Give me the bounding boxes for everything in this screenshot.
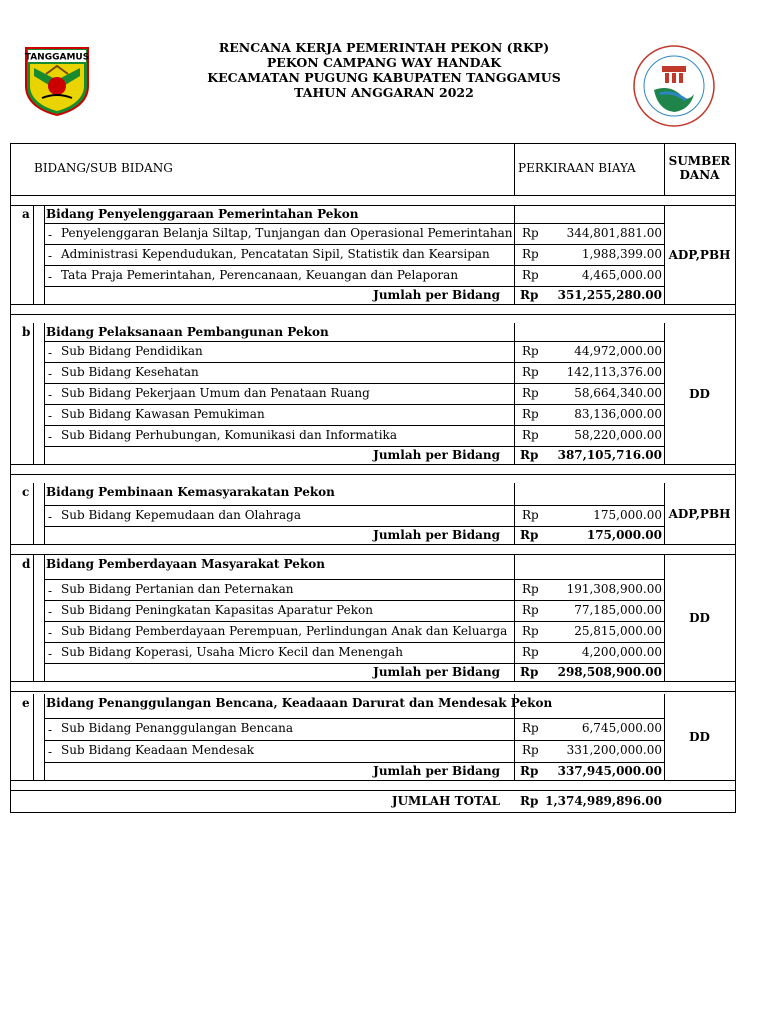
item-dash: - — [48, 723, 53, 737]
name-divider — [44, 205, 45, 304]
item-dash: - — [48, 510, 53, 524]
header-bidang: BIDANG/SUB BIDANG — [34, 161, 173, 175]
letter-divider — [33, 694, 34, 780]
item-currency: Rp — [522, 226, 539, 240]
row-rule — [44, 425, 664, 426]
header-sumber-2: DANA — [679, 168, 720, 182]
total-currency: Rp — [520, 794, 539, 808]
logo-left-text: TANGGAMUS — [24, 52, 90, 63]
section-title: Bidang Pemberdayaan Masyarakat Pekon — [46, 557, 325, 571]
item-name: Sub Bidang Perhubungan, Komunikasi dan Informatika — [61, 428, 397, 442]
row-rule — [44, 362, 664, 363]
letter-divider — [33, 555, 34, 681]
section-bottom — [10, 681, 735, 682]
source-fund: ADP,PBH — [668, 247, 731, 262]
item-name: Sub Bidang Peningkatan Kapasitas Aparatur Pekon — [61, 603, 373, 617]
section-bottom — [10, 304, 735, 305]
section-letter: c — [22, 485, 30, 499]
subtotal-amount: 175,000.00 — [586, 528, 662, 542]
section-gap-line — [10, 205, 735, 206]
subtotal-currency: Rp — [520, 448, 539, 462]
budget-table — [10, 143, 736, 813]
item-dash: - — [48, 367, 53, 381]
item-amount: 6,745,000.00 — [581, 721, 662, 735]
amount-divider — [514, 323, 515, 464]
item-dash: - — [48, 584, 53, 598]
item-dash: - — [48, 605, 53, 619]
item-name: Sub Bidang Pekerjaan Umum dan Penataan Ruang — [61, 386, 370, 400]
title-line-2: PEKON CAMPANG WAY HANDAK — [266, 55, 502, 70]
row-rule — [44, 446, 664, 447]
item-currency: Rp — [522, 743, 539, 757]
section-letter: e — [22, 696, 30, 710]
section-gap-line — [10, 554, 735, 555]
section-letter: d — [22, 557, 31, 571]
row-rule — [44, 286, 664, 287]
item-currency: Rp — [522, 428, 539, 442]
item-name: Sub Bidang Kesehatan — [61, 365, 199, 379]
source-fund: ADP,PBH — [668, 506, 731, 521]
letter-divider — [33, 323, 34, 464]
item-currency: Rp — [522, 268, 539, 282]
item-dash: - — [48, 647, 53, 661]
row-rule — [44, 762, 664, 763]
subtotal-label: Jumlah per Bidang — [373, 665, 500, 679]
row-rule — [44, 341, 664, 342]
ministry-emblem-icon — [632, 44, 716, 128]
section-gap-line — [10, 474, 735, 475]
row-rule — [44, 526, 664, 527]
subtotal-currency: Rp — [520, 528, 539, 542]
amount-divider — [514, 205, 515, 304]
item-name: Administrasi Kependudukan, Pencatatan Sipil, Statistik dan Kearsipan — [61, 247, 490, 261]
table-left-border — [10, 143, 11, 813]
item-amount: 1,988,399.00 — [581, 247, 662, 261]
item-dash: - — [48, 388, 53, 402]
title-line-1: RENCANA KERJA PEMERINTAH PEKON (RKP) — [218, 40, 550, 55]
item-name: Sub Bidang Pemberdayaan Perempuan, Perlindungan Anak dan Keluarga — [61, 624, 508, 638]
section-letter: b — [22, 325, 31, 339]
subtotal-currency: Rp — [520, 288, 539, 302]
section-bottom — [10, 780, 735, 781]
source-fund: DD — [689, 611, 710, 625]
tanggamus-emblem-icon — [24, 46, 90, 116]
row-rule — [44, 663, 664, 664]
subtotal-amount: 387,105,716.00 — [557, 448, 662, 462]
subtotal-label: Jumlah per Bidang — [373, 528, 500, 542]
row-rule — [44, 505, 664, 506]
item-currency: Rp — [522, 508, 539, 522]
item-amount: 25,815,000.00 — [574, 624, 662, 638]
row-rule — [44, 740, 664, 741]
subtotal-amount: 337,945,000.00 — [557, 764, 662, 778]
item-currency: Rp — [522, 365, 539, 379]
subtotal-amount: 351,255,280.00 — [557, 288, 662, 302]
row-rule — [44, 244, 664, 245]
section-letter: a — [22, 207, 30, 221]
item-name: Sub Bidang Kepemudaan dan Olahraga — [61, 508, 301, 522]
header-bottom — [10, 195, 735, 196]
subtotal-currency: Rp — [520, 665, 539, 679]
row-rule — [44, 718, 664, 719]
item-dash: - — [48, 626, 53, 640]
source-fund: DD — [689, 386, 710, 401]
item-currency: Rp — [522, 247, 539, 261]
item-dash: - — [48, 346, 53, 360]
section-title: Bidang Penanggulangan Bencana, Keadaaan Darurat dan Mendesak Pekon — [46, 696, 553, 710]
section-gap-line — [10, 314, 735, 315]
item-name: Tata Praja Pemerintahan, Perencanaan, Keuangan dan Pelaporan — [61, 268, 459, 282]
letter-divider — [33, 205, 34, 304]
item-amount: 44,972,000.00 — [574, 344, 662, 358]
item-amount: 77,185,000.00 — [574, 603, 662, 617]
item-amount: 58,664,340.00 — [574, 386, 662, 400]
item-amount: 175,000.00 — [593, 508, 662, 522]
subtotal-label: Jumlah per Bidang — [373, 288, 500, 302]
header-divider — [514, 143, 515, 195]
subtotal-label: Jumlah per Bidang — [373, 764, 500, 778]
table-bottom-border — [10, 812, 736, 813]
header-divider — [664, 143, 665, 195]
row-rule — [44, 404, 664, 405]
item-dash: - — [48, 430, 53, 444]
row-rule — [44, 600, 664, 601]
item-dash: - — [48, 745, 53, 759]
item-amount: 344,801,881.00 — [566, 226, 662, 240]
subtotal-label: Jumlah per Bidang — [373, 448, 500, 462]
item-name: Sub Bidang Penanggulangan Bencana — [61, 721, 294, 735]
section-bottom — [10, 464, 735, 465]
row-rule — [44, 265, 664, 266]
letter-divider — [33, 483, 34, 544]
name-divider — [44, 694, 45, 780]
item-currency: Rp — [522, 603, 539, 617]
row-rule — [44, 579, 664, 580]
header-sumber-1: SUMBER — [668, 154, 731, 168]
item-name: Sub Bidang Pendidikan — [61, 344, 203, 358]
subtotal-currency: Rp — [520, 764, 539, 778]
table-right-border — [735, 143, 736, 813]
row-rule — [44, 621, 664, 622]
item-amount: 142,113,376.00 — [566, 365, 662, 379]
header-biaya: PERKIRAAN BIAYA — [518, 161, 636, 175]
row-rule — [44, 642, 664, 643]
item-currency: Rp — [522, 344, 539, 358]
row-rule — [44, 383, 664, 384]
title-line-4: TAHUN ANGGARAN 2022 — [294, 85, 474, 100]
section-title: Bidang Penyelenggaraan Pemerintahan Pekon — [46, 207, 359, 221]
item-amount: 4,465,000.00 — [581, 268, 662, 282]
item-amount: 331,200,000.00 — [566, 743, 662, 757]
item-amount: 83,136,000.00 — [574, 407, 662, 421]
item-name: Penyelenggaran Belanja Siltap, Tunjangan dan Operasional Pemerintahan — [61, 226, 513, 240]
section-gap-line — [10, 691, 735, 692]
name-divider — [44, 323, 45, 464]
subtotal-amount: 298,508,900.00 — [557, 665, 662, 679]
item-dash: - — [48, 249, 53, 263]
source-fund: DD — [689, 730, 710, 744]
amount-divider — [514, 483, 515, 544]
title-line-3: KECAMATAN PUGUNG KABUPATEN TANGGAMUS — [207, 70, 561, 85]
item-dash: - — [48, 409, 53, 423]
item-amount: 58,220,000.00 — [574, 428, 662, 442]
item-dash: - — [48, 270, 53, 284]
item-currency: Rp — [522, 386, 539, 400]
row-rule — [44, 223, 664, 224]
item-currency: Rp — [522, 624, 539, 638]
item-currency: Rp — [522, 582, 539, 596]
item-currency: Rp — [522, 407, 539, 421]
name-divider — [44, 483, 45, 544]
section-bottom — [10, 544, 735, 545]
item-currency: Rp — [522, 645, 539, 659]
item-dash: - — [48, 228, 53, 242]
section-title: Bidang Pelaksanaan Pembangunan Pekon — [46, 325, 329, 339]
item-name: Sub Bidang Koperasi, Usaha Micro Kecil dan Menengah — [61, 645, 403, 659]
item-currency: Rp — [522, 721, 539, 735]
section-title: Bidang Pembinaan Kemasyarakatan Pekon — [46, 485, 335, 499]
total-label: JUMLAH TOTAL — [391, 794, 500, 808]
item-name: Sub Bidang Kawasan Pemukiman — [61, 407, 265, 421]
item-amount: 4,200,000.00 — [581, 645, 662, 659]
section-gap-line — [10, 790, 735, 791]
item-name: Sub Bidang Pertanian dan Peternakan — [61, 582, 294, 596]
item-name: Sub Bidang Keadaan Mendesak — [61, 743, 255, 757]
item-amount: 191,308,900.00 — [566, 582, 662, 596]
total-amount: 1,374,989,896.00 — [545, 794, 662, 808]
table-top-border — [10, 143, 736, 144]
